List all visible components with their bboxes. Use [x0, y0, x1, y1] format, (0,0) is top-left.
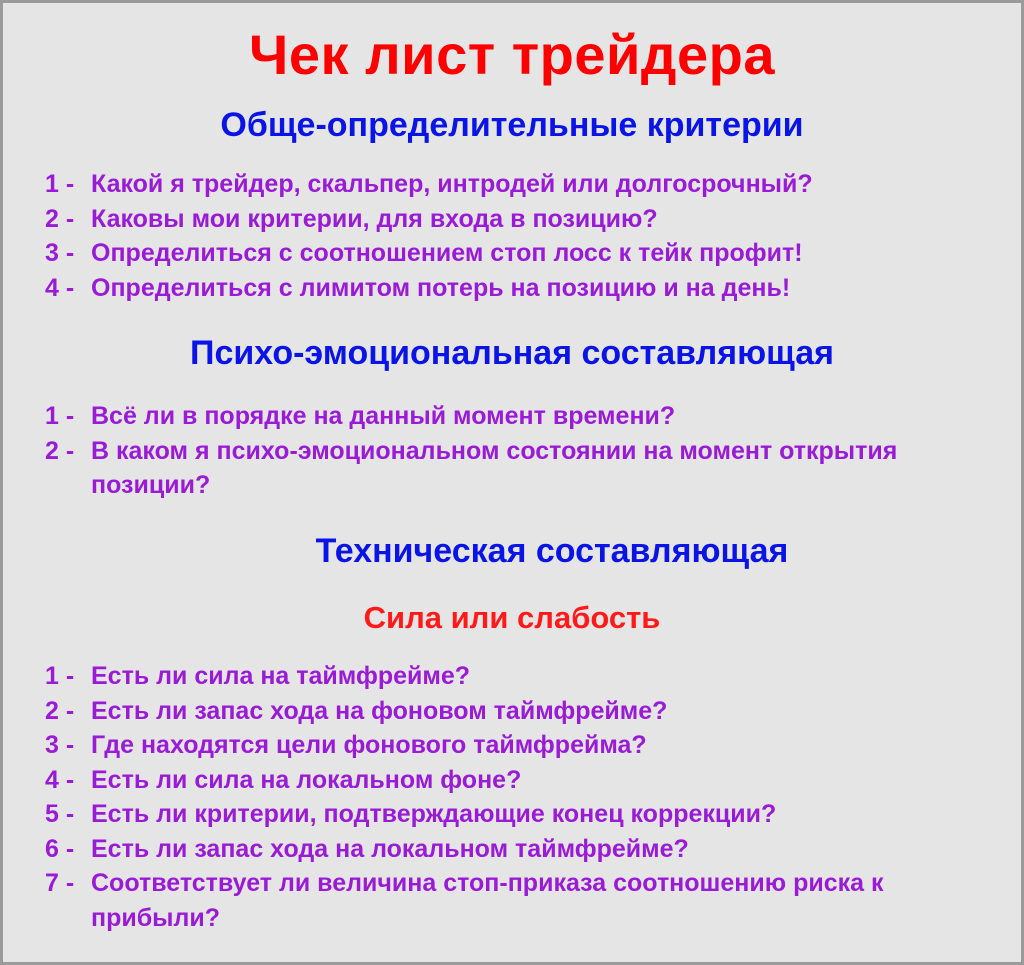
- item-text: В каком я психо-эмоциональном состоянии на момент открытия позиции?: [91, 436, 898, 499]
- list-item: [45, 399, 945, 434]
- item-text: Всё ли в порядке на данный момент времени?: [91, 402, 676, 430]
- item-number: 1 -: [45, 170, 75, 198]
- list-technical: [45, 659, 965, 935]
- section-heading-psycho: Психо-эмоциональная составляющая: [190, 334, 834, 372]
- item-number: 5 -: [45, 800, 75, 828]
- list-item: [45, 728, 965, 763]
- item-number: 2 -: [45, 696, 75, 725]
- item-text: Есть ли запас хода на локальном таймфрейме?: [91, 834, 689, 863]
- item-text: Определиться с лимитом потерь на позицию и на день!: [91, 273, 791, 302]
- item-number: 7 -: [45, 869, 75, 897]
- item-number: 3 -: [45, 239, 75, 267]
- item-text: Есть ли запас хода на фоновом таймфрейме?: [91, 696, 668, 725]
- item-text: Соответствует ли величина стоп-приказа соотношению риска к прибыли?: [91, 869, 884, 932]
- item-text: Определиться с соотношением стоп лосс к тейк профит!: [91, 239, 803, 267]
- item-number: 2 -: [45, 436, 75, 465]
- list-item: [45, 236, 1005, 271]
- item-text: Есть ли сила на таймфрейме?: [91, 662, 471, 690]
- item-number: 4 -: [45, 273, 75, 302]
- list-psycho: [45, 399, 945, 503]
- list-item: [45, 763, 965, 798]
- item-number: 4 -: [45, 765, 75, 794]
- list-item: [45, 694, 965, 729]
- item-number: 1 -: [45, 402, 75, 430]
- list-item: [45, 202, 1005, 237]
- item-number: 3 -: [45, 731, 75, 759]
- item-number: 1 -: [45, 662, 75, 690]
- item-text: Каковы мои критерии, для входа в позицию?: [91, 204, 658, 233]
- page-title: Чек лист трейдера: [249, 23, 775, 86]
- list-item: [45, 167, 1005, 202]
- list-item: [45, 866, 965, 935]
- list-general: [45, 167, 1005, 305]
- list-item: [45, 434, 945, 503]
- list-item: [45, 659, 965, 694]
- item-text: Какой я трейдер, скальпер, интродей или долгосрочный?: [91, 170, 813, 198]
- item-number: 6 -: [45, 834, 75, 863]
- item-text: Есть ли сила на локальном фоне?: [91, 765, 522, 794]
- list-item: [45, 797, 965, 832]
- list-item: [45, 832, 965, 867]
- list-item: [45, 271, 1005, 306]
- item-number: 2 -: [45, 204, 75, 233]
- section-heading-technical: Техническая составляющая: [315, 532, 789, 570]
- section-heading-general: Обще-определительные критерии: [220, 106, 804, 144]
- item-text: Есть ли критерии, подтверждающие конец коррекции?: [91, 800, 777, 828]
- item-text: Где находятся цели фонового таймфрейма?: [91, 731, 647, 759]
- section-subheading-strength: Сила или слабость: [363, 600, 661, 635]
